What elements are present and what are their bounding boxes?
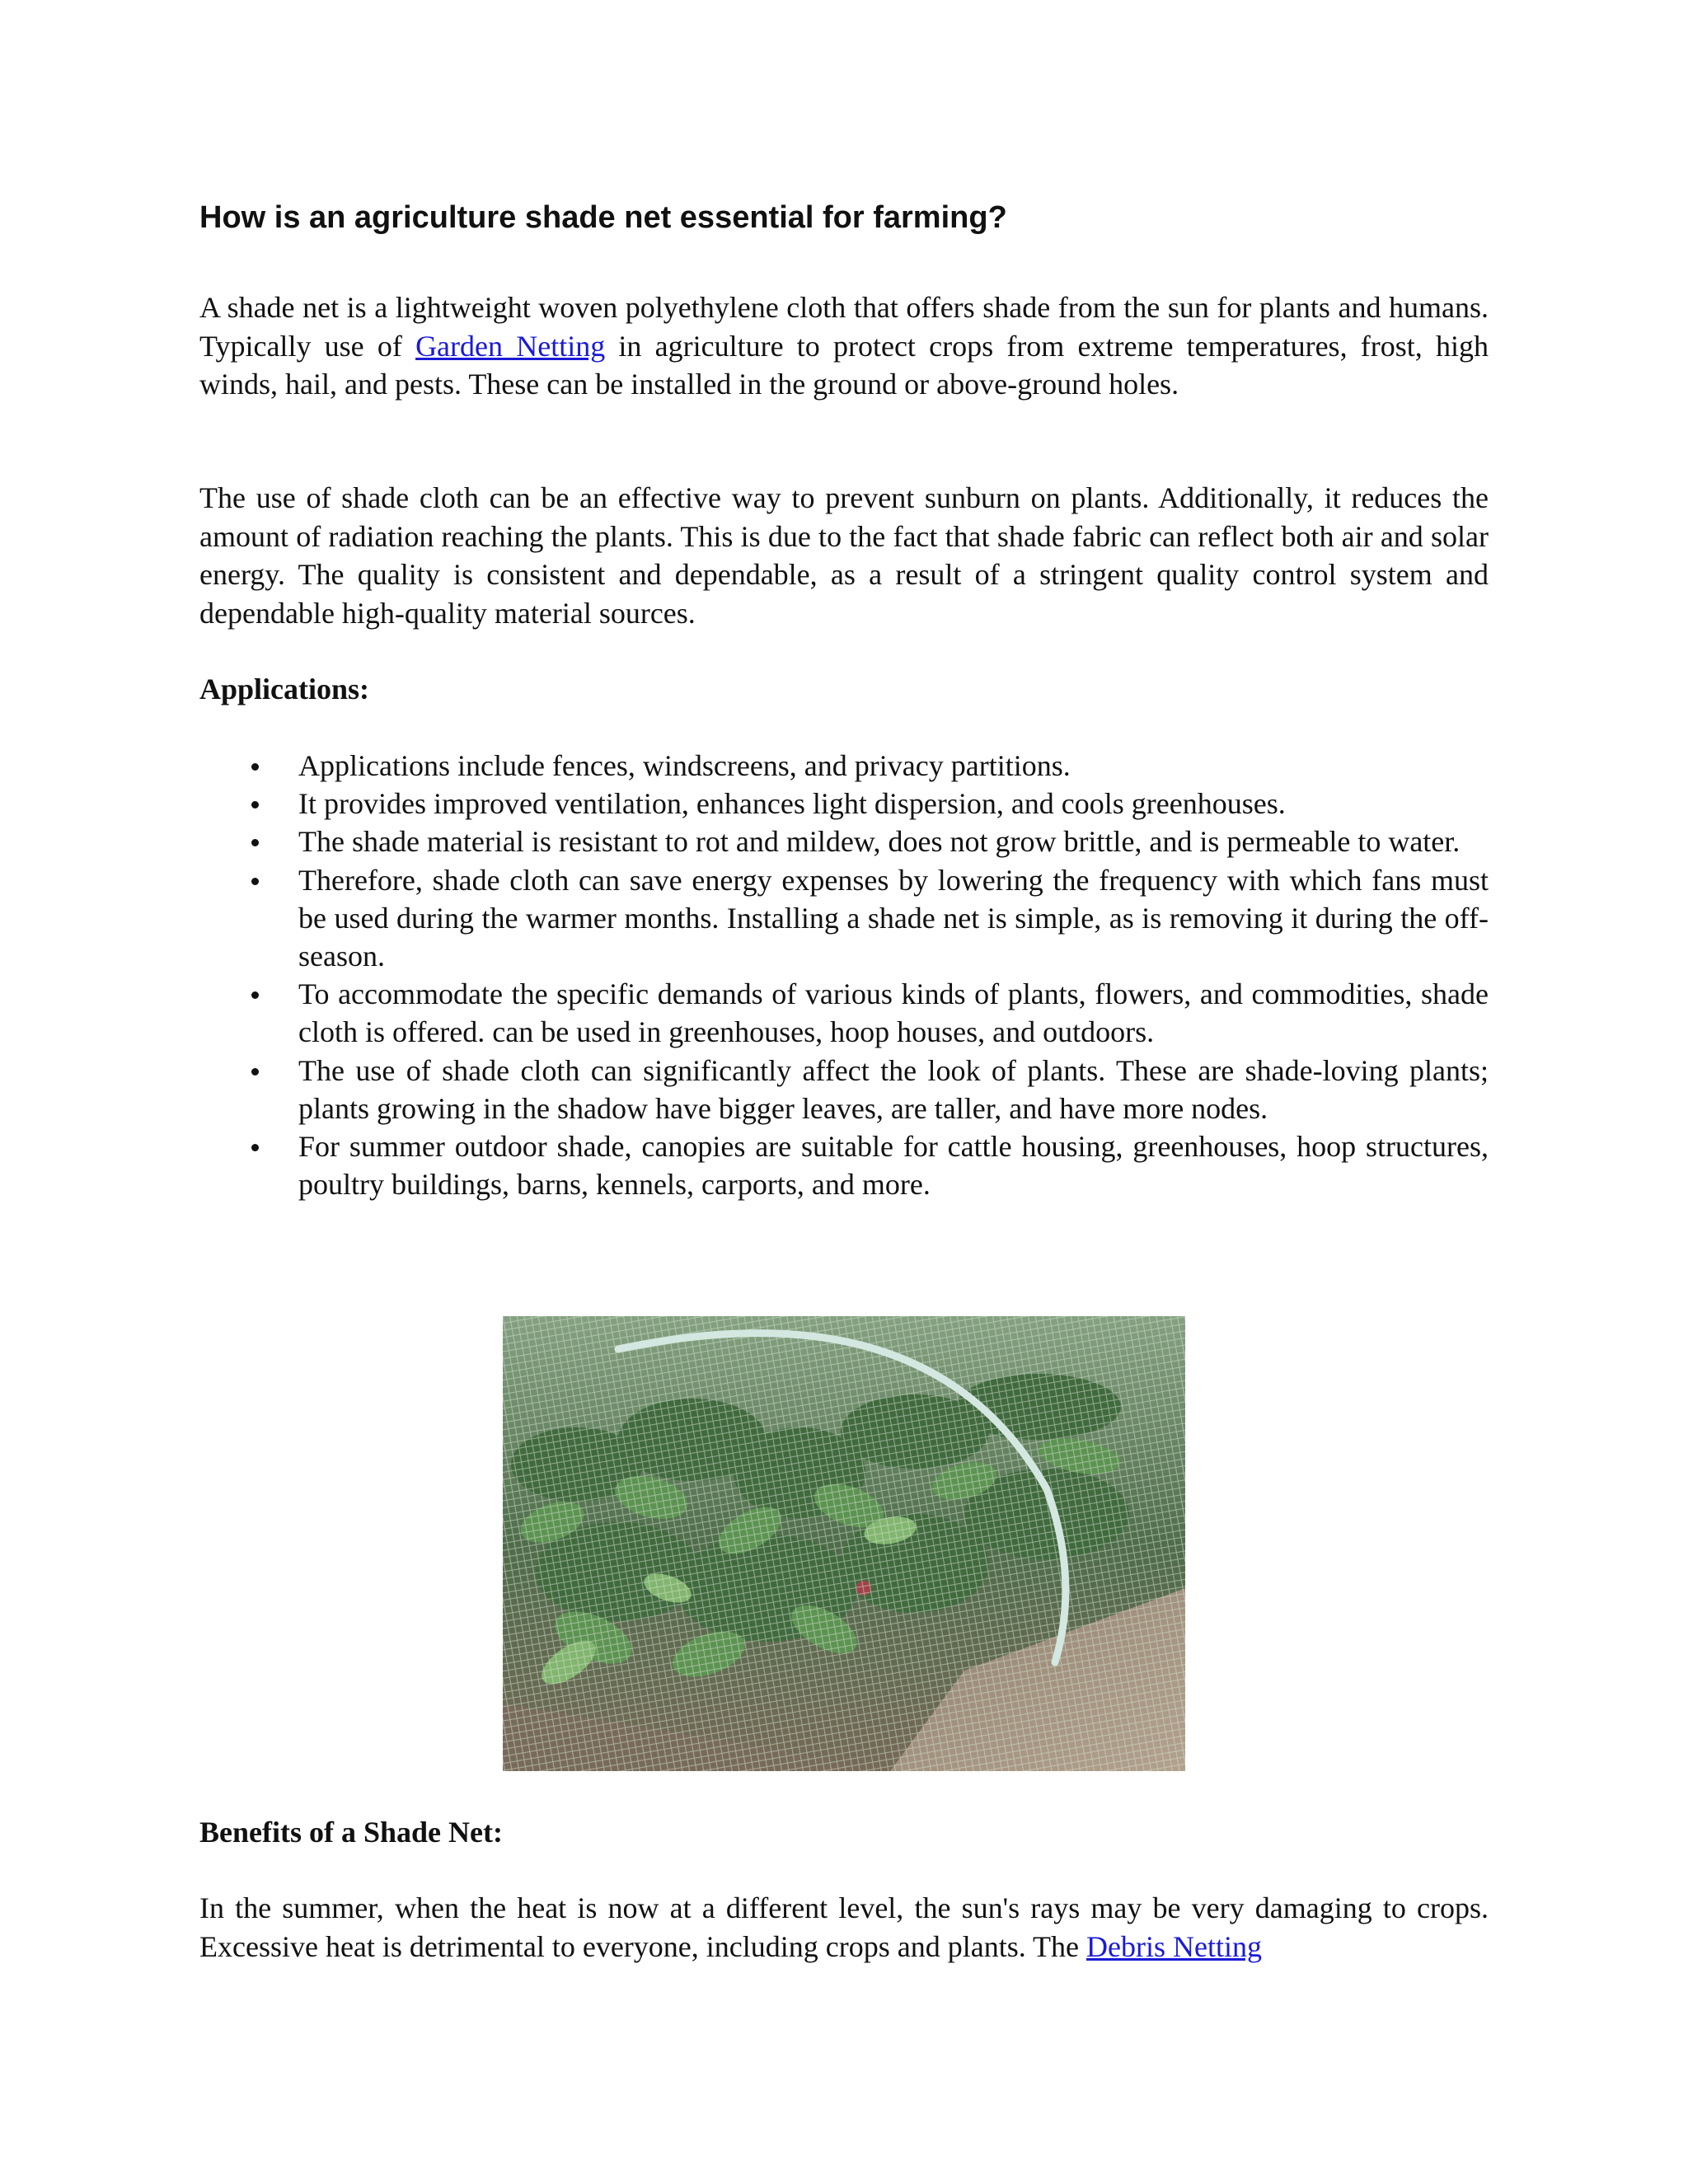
list-item	[199, 861, 1489, 976]
bullet-icon	[251, 1144, 259, 1151]
list-item-text: The use of shade cloth can significantly affect the look of plants. These are shade-loving plants; plants growing in the shadow have bigger leaves, are taller, and have more nodes.	[298, 1053, 1489, 1125]
intro-paragraph	[199, 288, 1489, 404]
applications-heading: Applications:	[199, 673, 370, 705]
benefits-paragraph	[199, 1889, 1489, 1966]
list-item-text: Applications include fences, windscreens, and privacy partitions.	[298, 749, 1071, 782]
intro-text-after-link: in agriculture to protect crops from extreme temperatures, frost, high winds, hail, and pests. These can be installed in the ground or above-ground holes.	[199, 329, 1489, 401]
bullet-icon	[251, 1068, 259, 1076]
list-item-text: The shade material is resistant to rot and mildew, does not grow brittle, and is permeable to water.	[298, 825, 1461, 859]
list-item-text: To accommodate the specific demands of various kinds of plants, flowers, and commodities, shade cloth is offered. can be used in greenhouses, hoop houses, and outdoors.	[298, 977, 1489, 1049]
garden-netting-link[interactable]: Garden Netting	[415, 329, 606, 363]
list-item-text: It provides improved ventilation, enhances light dispersion, and cools greenhouses.	[298, 787, 1286, 821]
intro-text-before-link: A shade net is a lightweight woven polyethylene cloth that offers shade from the sun for plants and humans. Typically use of	[199, 291, 1489, 363]
bullet-icon	[251, 801, 259, 808]
list-item	[199, 747, 1489, 785]
list-item	[199, 785, 1489, 823]
benefits-heading: Benefits of a Shade Net:	[199, 1816, 503, 1849]
bullet-icon	[251, 763, 259, 771]
bullet-icon	[251, 878, 259, 885]
list-item-text: Therefore, shade cloth can save energy expenses by lowering the frequency with which fans must be used during the warmer months. Installing a shade net is simple, as is removing it during the off-season.	[298, 863, 1489, 973]
shade-cloth-paragraph: The use of shade cloth can be an effective way to prevent sunburn on plants. Additionally, it reduces the amount of radiation reaching the plants. This is due to the fact that shade fabric can reflect both air and solar energy. The quality is consistent and dependable, as a result of a stringent quality control system and dependable high-quality material sources.	[199, 481, 1489, 630]
applications-list	[199, 747, 1489, 1203]
list-item	[199, 823, 1489, 860]
list-item	[199, 1052, 1489, 1127]
bullet-icon	[251, 839, 259, 846]
shade-net-photo	[503, 1316, 1185, 1771]
list-item-text: For summer outdoor shade, canopies are suitable for cattle housing, greenhouses, hoop structures, poultry buildings, barns, kennels, carports, and more.	[298, 1130, 1489, 1202]
list-item	[199, 975, 1489, 1051]
debris-netting-link[interactable]: Debris Netting	[1086, 1929, 1262, 1963]
page-title: How is an agriculture shade net essential for farming?	[199, 200, 1007, 235]
bullet-icon	[251, 991, 259, 999]
list-item	[199, 1127, 1489, 1203]
benefits-text: In the summer, when the heat is now at a different level, the sun's rays may be very damaging to crops. Excessive heat is detrimental to everyone, including crops and plants. The	[199, 1891, 1489, 1963]
